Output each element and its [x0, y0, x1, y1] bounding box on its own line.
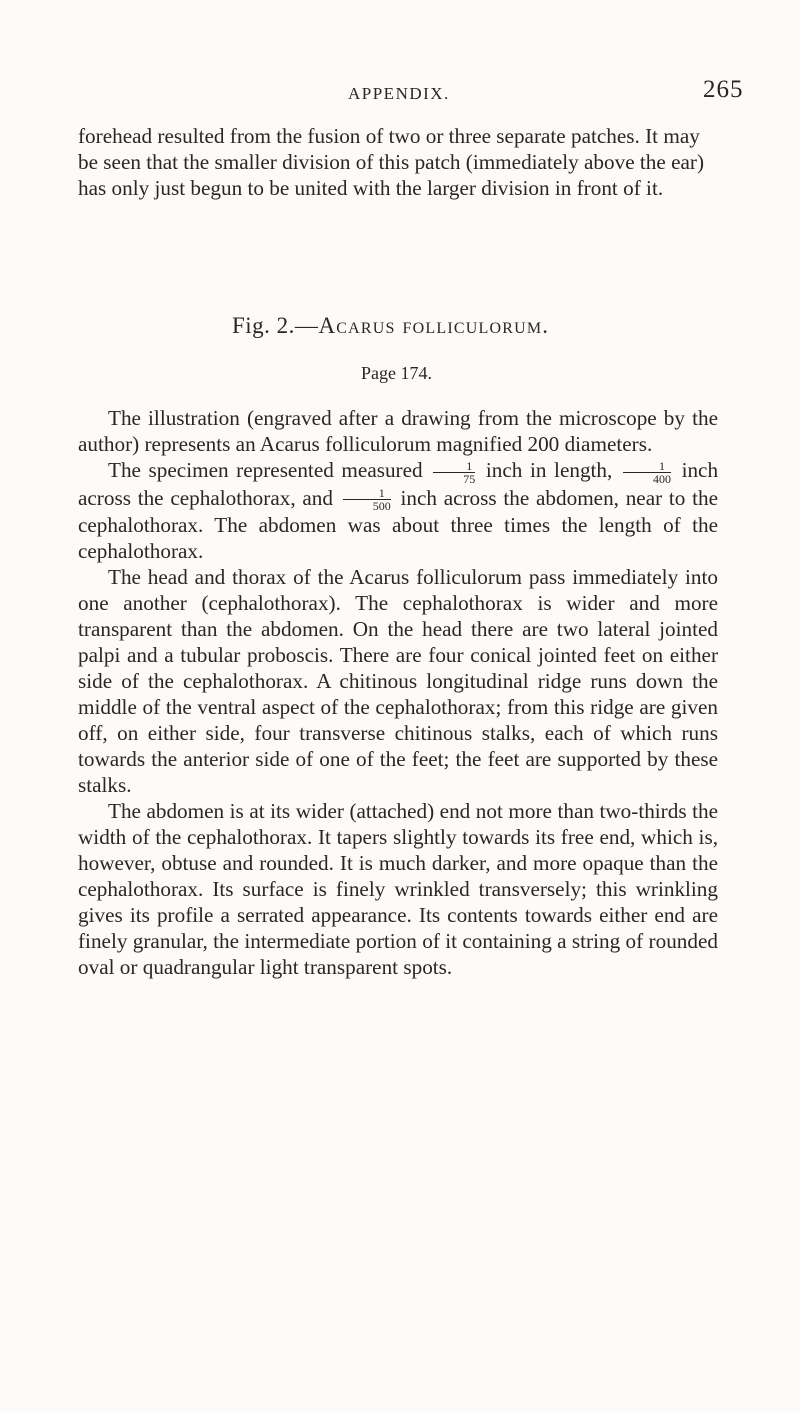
- page-number: 265: [703, 76, 744, 103]
- paragraph-abdomen: The abdomen is at its wider (attached) end not more than two-thirds the width of the cephalothorax. It tapers slightly towards its free end, which is, however, obtuse and rounded. It is much darker, and more opaque than the cephalothorax. Its surface is finely wrinkled transversely; this wrinkling gives its profile a serrated appearance. Its contents towards either end are finely granular, the intermediate portion of it containing a string of rounded oval or quadrangular light transparent spots.: [78, 799, 718, 980]
- intro-paragraph-block: [78, 123, 718, 201]
- measurement-text-3: inch across the cephalothorax, and: [78, 458, 719, 510]
- fraction-denominator: 500: [372, 499, 391, 514]
- running-head: APPENDIX.: [348, 84, 450, 103]
- paragraph-measurements: [78, 457, 718, 564]
- intro-paragraph: forehead resulted from the fusion of two or three separate patches. It may be seen that the smaller division of this patch (immediately above the ear) has only just begun to be united with the larger division in front of it.: [78, 124, 705, 200]
- fraction-denominator: 400: [652, 471, 671, 486]
- measurement-text-4: inch across the abdomen, near to the cephalothorax. The abdomen was about three times the length of the cephalothorax.: [78, 485, 719, 564]
- paragraph-anatomy: The head and thorax of the Acarus folliculorum pass immediately into one another (cephalothorax). The cephalothorax is wider and more transparent than the abdomen. On the head there are two lateral jointed palpi and a tubular proboscis. There are four conical jointed feet on either side of the cephalothorax. A chitinous longitudinal ridge runs down the middle of the ventral aspect of the cephalothorax; from this ridge are given off, on either side, four transverse chitinous stalks, each of which runs towards the anterior side of one of the feet; the feet are supported by these stalks.: [78, 565, 718, 798]
- fraction-abdomen-width: [343, 487, 391, 512]
- figure-heading: [232, 313, 549, 339]
- paragraph-illustration: The illustration (engraved after a drawing from the microscope by the author) represents an Acarus folliculorum magnified 200 diameters.: [78, 406, 718, 456]
- fraction-numerator: 1: [343, 487, 391, 500]
- fraction-numerator: 1: [433, 460, 475, 473]
- fraction-numerator: 1: [623, 460, 671, 473]
- measurement-text-1: The specimen represented measured: [108, 458, 423, 482]
- fraction-length: [433, 460, 475, 485]
- figure-page-reference: Page 174.: [361, 363, 432, 383]
- measurement-text-2: inch in length,: [485, 458, 613, 482]
- body-text: [78, 405, 718, 980]
- figure-title: Acarus folliculorum.: [318, 313, 550, 338]
- fraction-denominator: 75: [463, 471, 476, 486]
- figure-label: Fig. 2.—: [232, 313, 319, 338]
- fraction-cephalothorax-width: [623, 460, 671, 485]
